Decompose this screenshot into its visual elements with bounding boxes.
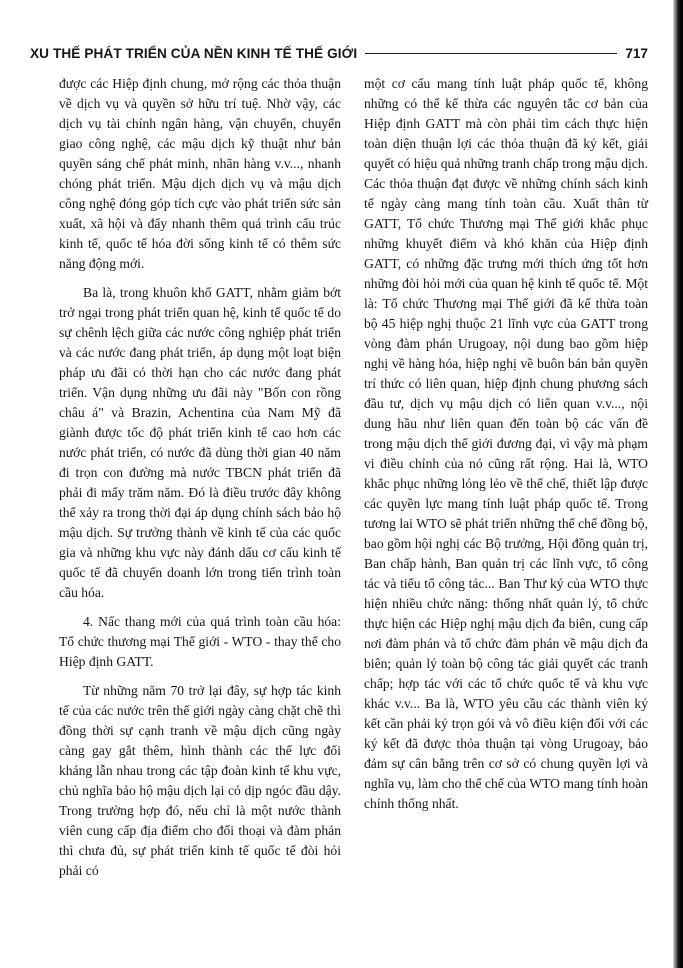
section-heading-4: 4. Nấc thang mới của quá trình toàn cầu hóa: Tổ chức thương mại Thế giới - WTO - thay thế cho Hiệp định GATT. bbox=[59, 614, 341, 669]
right-column bbox=[364, 74, 648, 814]
paragraph-wto-features: một cơ cấu mang tính luật pháp quốc tế, không những có thể kế thừa các nguyên tắc cơ bản của Hiệp định GATT mà còn phải tìm cách thực hiện toàn diện thuận lợi các thỏa thuận đã ký kết, giải quyết có hiệu quả những tranh chấp trong mậu dịch. Các thỏa thuận đạt được về những chính sách kinh tế ngày càng mang tính toàn cầu. Xuất thân từ GATT, Tổ chức Thương mại Thế giới khắc phục những khuyết điểm và khó khăn của Hiệp định GATT, có những đặc trưng mới thích ứng tốt hơn những đòi hỏi mới của quan hệ kinh tế quốc tế. Một là: Tổ chức Thương mại Thế giới đã kế thừa toàn bộ 45 hiệp nghị thuộc 21 lĩnh vực của GATT trong vòng đàm phán Urugoay, nội dung bao gồm hiệp nghị về hàng hóa, hiệp nghị về buôn bán bản quyền trí thức có liên quan, hiệp định chung phương sách đầu tư, dịch vụ mậu dịch có liên quan v.v..., nội dung hầu như liên quan đến toàn bộ các vấn đề trong mậu dịch thế giới đương đại, vì vậy mà phạm vi điều chỉnh của nó cũng rất rộng. Hai là, WTO khắc phục những lỏng lẻo về thể chế, thiết lập được các quyền lực mang tính luật pháp quốc tế. Trong tương lai WTO sẽ phát triển những thể chế đồng bộ, bao gồm hội nghị các Bộ trưởng, Hội đồng quản trị, Ban chấp hành, Ban quản trị các lĩnh vực, tổ công tác và tiểu tổ công tác... Ban Thư ký của WTO thực hiện nhiều chức năng: thống nhất quản lý, tổ chức thực hiện các Hiệp nghị mậu dịch đa biên, cung cấp nơi đàm phán và tổ chức đàm phán về mậu dịch đa biên; quản lý toàn bộ công tác giải quyết các tranh chấp; hợp tác với các tổ chức quốc tế và khu vực khác v.v... Ba là, WTO yêu cầu các thành viên ký kết cần phải ký trọn gói và vô điều kiện đối với các ký kết đã được thỏa thuận tại vòng Urugoay, bảo đảm sự cân bằng trên cơ sở có chung quyền lợi và nghĩa vụ, làm cho thể chế của WTO mang tính hoàn chỉnh thống nhất. bbox=[364, 76, 648, 811]
running-header bbox=[30, 40, 648, 66]
paragraph-tu-nhung-nam-70: Từ những năm 70 trở lại đây, sự hợp tác kinh tế của các nước trên thế giới ngày càng chặt chẽ thì đồng thời sự cạnh tranh về mậu dịch cũng ngày càng gay gắt thêm, hình thành các thế lực đối kháng lẫn nhau trong các tập đoàn kinh tế khu vực, chủ nghĩa bảo hộ mậu dịch lại có dịp ngóc đầu dậy. Trong trường hợp đó, nếu chỉ là một nước thành viên cung cấp địa điểm cho đối thoại và đàm phán thì chưa đủ, sự phát triển kinh tế quốc tế đòi hỏi phải có bbox=[59, 683, 341, 878]
paragraph-continuation: được các Hiệp định chung, mở rộng các thỏa thuận về dịch vụ và quyền sở hữu trí tuệ. Nhờ vậy, các dịch vụ tài chính ngân hàng, vận chuyển, chuyển giao công nghệ, các mậu dịch kỹ thuật như bản quyền sáng chế phát minh, nhãn hàng v.v..., nhanh chóng phát triển. Mậu dịch dịch vụ và mậu dịch công nghệ đóng góp tích cực vào phát triển sức sản xuất, xã hội và đẩy nhanh thêm quá trình cấu trúc kinh tế, quốc tế hóa đời sống kinh tế có thêm sức năng động mới. bbox=[59, 76, 341, 271]
running-header-title: XU THẾ PHÁT TRIỂN CỦA NỀN KINH TẾ THẾ GIỚI bbox=[30, 45, 358, 61]
page-number: 717 bbox=[625, 45, 648, 61]
page-edge-shadow bbox=[673, 0, 683, 968]
paragraph-ba-la: Ba là, trong khuôn khổ GATT, nhằm giảm bớt trở ngại trong phát triển quan hệ, kinh tế quốc tế do sự chênh lệch giữa các nước công nghiệp phát triển và các nước đang phát triển, áp dụng một loạt biện pháp ưu đãi có thời hạn cho các nước đang phát triển. Vận dụng những ưu đãi này "Bốn con rồng châu á" và Brazin, Achentina của Nam Mỹ đã giành được tốc độ phát triển kinh tế cao hơn các nước phát triển, có nước đã dùng thời gian 40 năm đi trọn con đường mà nước TBCN phát triển đã phải đi mấy trăm năm. Đó là điều trước đây không thể xảy ra trong thời đại áp dụng chính sách bảo hộ mậu dịch. Sự trưởng thành về kinh tế của các quốc gia và những khu vực này đánh dấu cơ cấu kinh tế quốc tế đã chuyển doanh lớn trong tiến trình toàn cầu hóa. bbox=[59, 285, 341, 600]
header-rule bbox=[365, 53, 617, 54]
left-column bbox=[59, 74, 341, 881]
